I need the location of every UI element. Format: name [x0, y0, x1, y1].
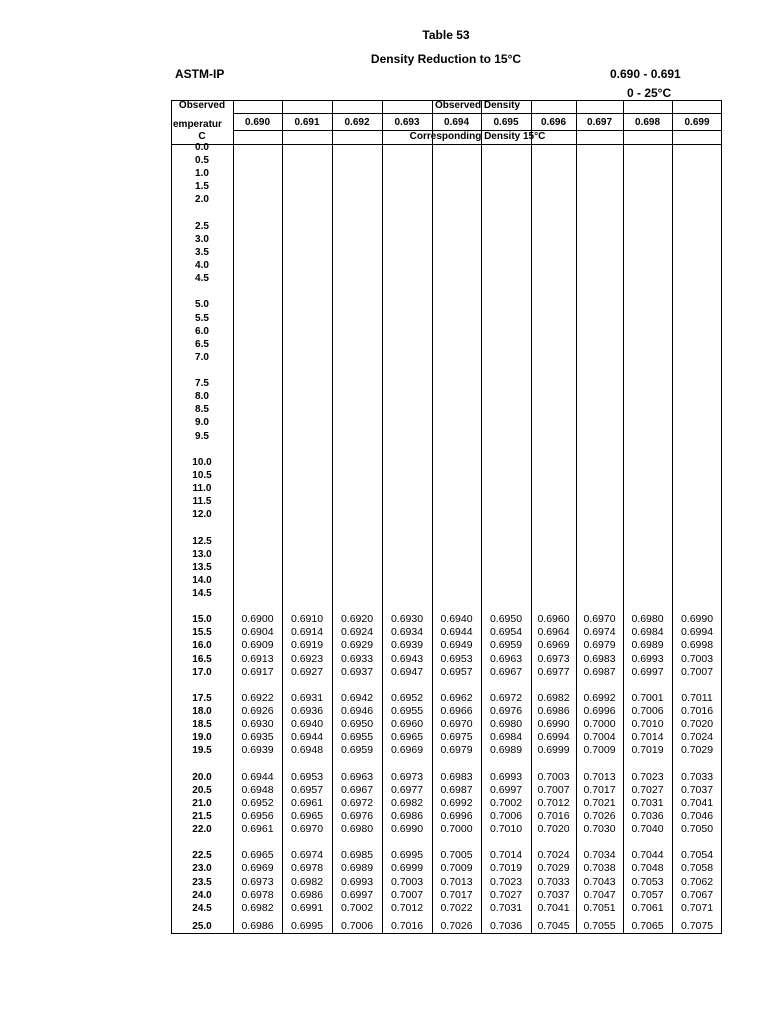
- density-value-cell: 0.6931: [290, 691, 324, 704]
- temperature-cell: 18.5: [192, 719, 212, 731]
- density-value-cell: 0.6987: [440, 783, 473, 796]
- temperature-cell: 9.5: [195, 430, 209, 442]
- temperature-cell: 8.0: [195, 391, 209, 403]
- density-value-cell: 0.7010: [631, 718, 664, 731]
- temperature-cell: 6.5: [195, 338, 209, 350]
- density-value-cell: 0.6949: [440, 639, 473, 652]
- density-value-cell: 0.7037: [680, 783, 714, 796]
- density-value-cell: 0.6985: [340, 849, 374, 862]
- density-value-cell: 0.6983: [583, 652, 616, 665]
- density-value-cell: 0.7014: [489, 849, 523, 862]
- density-value-cell: 0.7029: [537, 862, 570, 875]
- temperature-cell: 13.5: [192, 561, 212, 573]
- density-value-cell: 0.6933: [340, 652, 374, 665]
- density-value-cell: 0.6980: [340, 823, 374, 835]
- density-value-cell: 0.6970: [583, 613, 616, 626]
- density-value-cell: 0.6987: [583, 665, 616, 678]
- density-value-cell: 0.7002: [489, 796, 523, 809]
- density-value-cell: 0.7055: [583, 920, 616, 932]
- density-value-cell: 0.7000: [440, 823, 473, 835]
- temperature-cell: 5.5: [195, 312, 209, 324]
- density-value-cell: 0.7016: [390, 920, 424, 932]
- density-value-cell: 0.6937: [340, 665, 374, 678]
- density-value-cell: 0.6970: [290, 823, 324, 835]
- density-value-cell: 0.7003: [680, 652, 714, 665]
- density-value-cell: 0.7075: [680, 920, 714, 932]
- density-value-cell: 0.6944: [290, 731, 324, 744]
- temperature-cell: 10.5: [192, 469, 212, 481]
- density-value-cell: 0.6973: [537, 652, 570, 665]
- density-value-cell: 0.6969: [390, 744, 424, 757]
- density-value-cell: 0.7017: [583, 783, 616, 796]
- density-value-cell: 0.7051: [583, 901, 616, 914]
- density-value-cell: 0.6973: [390, 770, 424, 783]
- density-value-cell: 0.6952: [390, 691, 424, 704]
- density-value-cell: 0.7062: [680, 875, 714, 888]
- temperature-cell: 0.0: [195, 142, 209, 153]
- temperature-cell: 14.5: [192, 587, 212, 599]
- density-value-cell: 0.6919: [290, 639, 324, 652]
- density-value-cell: 0.6939: [241, 744, 274, 757]
- density-value-cell: 0.6977: [390, 783, 424, 796]
- density-value-cell: 0.6954: [489, 626, 523, 639]
- density-value-cell: 0.6917: [241, 665, 274, 678]
- density-value-cell: 0.6947: [390, 665, 424, 678]
- temperature-cell: 24.0: [192, 889, 212, 901]
- density-value-cell: 0.6922: [241, 691, 274, 704]
- density-value-cell: 0.6952: [241, 796, 274, 809]
- density-value-cell: 0.6976: [340, 809, 374, 822]
- density-value-cell: 0.6963: [489, 652, 523, 665]
- temperature-cell: 7.0: [195, 351, 209, 363]
- density-value-cell: 0.7041: [537, 901, 570, 914]
- density-value-cell: 0.6920: [340, 613, 374, 626]
- density-value-cell: 0.6997: [489, 783, 523, 796]
- density-value-cell: 0.6974: [583, 626, 616, 639]
- temperature-cell: 10.0: [192, 456, 212, 468]
- density-value-cell: 0.6964: [537, 626, 570, 639]
- density-value-cell: 0.6993: [631, 652, 664, 665]
- density-value-cell: 0.6930: [390, 613, 424, 626]
- density-value-cell: 0.7017: [440, 888, 473, 901]
- density-value-cell: 0.6963: [340, 770, 374, 783]
- temperature-cell: 3.5: [195, 246, 209, 258]
- temperature-cell: 17.0: [192, 666, 212, 678]
- density-value-cell: 0.7038: [583, 862, 616, 875]
- density-value-cell: 0.7003: [537, 770, 570, 783]
- density-value-cell: 0.6955: [390, 705, 424, 717]
- density-value-cell: 0.6990: [537, 718, 570, 731]
- density-column-header: 0.698: [634, 117, 661, 128]
- density-value-cell: 0.6942: [340, 691, 374, 704]
- density-value-cell: 0.7024: [537, 849, 570, 862]
- temperature-cell: 17.5: [192, 692, 212, 704]
- temp-header-line-1: Observed: [178, 100, 226, 111]
- density-value-cell: 0.7041: [680, 796, 714, 809]
- density-value-cell: 0.6997: [340, 888, 374, 901]
- density-value-cell: 0.7016: [680, 705, 714, 717]
- density-value-cell: 0.7007: [680, 665, 714, 678]
- density-value-cell: 0.6991: [290, 901, 324, 914]
- temperature-cell: 11.5: [192, 496, 212, 508]
- density-value-cell: 0.6983: [440, 770, 473, 783]
- density-value-cell: 0.6999: [537, 744, 570, 757]
- standard-label: ASTM-IP: [175, 67, 225, 81]
- density-column-header: 0.699: [684, 117, 710, 128]
- density-value-cell: 0.7067: [680, 888, 714, 901]
- density-value-cell: 0.6970: [440, 718, 473, 731]
- temperature-cell: 19.0: [192, 732, 212, 744]
- density-column-header: 0.695: [493, 117, 519, 128]
- density-value-cell: 0.6946: [340, 705, 374, 717]
- density-value-cell: 0.6962: [440, 691, 473, 704]
- density-value-cell: 0.7012: [537, 796, 570, 809]
- density-value-cell: 0.6904: [241, 626, 274, 639]
- density-value-cell: 0.7048: [631, 862, 664, 875]
- density-value-cell: 0.6972: [340, 796, 374, 809]
- density-value-cell: 0.7031: [489, 901, 523, 914]
- density-value-cell: 0.6977: [537, 665, 570, 678]
- density-value-cell: 0.6966: [440, 705, 473, 717]
- density-value-cell: 0.7030: [583, 823, 616, 835]
- density-value-cell: 0.6950: [340, 718, 374, 731]
- density-value-cell: 0.6999: [390, 862, 424, 875]
- density-value-cell: 0.7031: [631, 796, 664, 809]
- density-value-cell: 0.6969: [241, 862, 274, 875]
- density-value-cell: 0.7027: [631, 783, 664, 796]
- temperature-cell: 13.0: [192, 548, 212, 560]
- density-value-cell: 0.6953: [440, 652, 473, 665]
- temperature-cell: 11.0: [192, 483, 212, 494]
- density-value-cell: 0.6960: [537, 613, 570, 626]
- density-value-cell: 0.6936: [290, 705, 324, 717]
- density-value-cell: 0.6955: [340, 731, 374, 744]
- density-value-cell: 0.6910: [290, 613, 324, 626]
- density-value-cell: 0.6967: [489, 665, 523, 678]
- density-value-cell: 0.6994: [537, 731, 570, 744]
- density-value-cell: 0.7037: [537, 888, 570, 901]
- density-value-cell: 0.6993: [489, 770, 523, 783]
- density-value-cell: 0.6990: [680, 613, 714, 626]
- density-value-cell: 0.7027: [489, 888, 523, 901]
- density-value-cell: 0.6986: [241, 920, 274, 932]
- temperature-cell: 21.5: [192, 810, 212, 822]
- temperature-cell: 23.0: [192, 863, 212, 875]
- density-value-cell: 0.7043: [583, 875, 616, 888]
- density-column-header: 0.697: [586, 117, 613, 128]
- temperature-cell: 18.0: [192, 706, 212, 717]
- density-value-cell: 0.7036: [489, 920, 523, 932]
- density-value-cell: 0.7014: [631, 731, 664, 744]
- density-value-cell: 0.6926: [241, 705, 274, 717]
- temperature-cell: 20.5: [192, 784, 212, 796]
- density-value-cell: 0.7022: [440, 901, 473, 914]
- density-value-cell: 0.7011: [681, 691, 713, 704]
- density-value-cell: 0.6986: [290, 888, 324, 901]
- temp-range-label: 0 - 25°C: [627, 86, 672, 100]
- density-value-cell: 0.7045: [537, 920, 570, 932]
- density-value-cell: 0.6948: [290, 744, 324, 757]
- density-value-cell: 0.7006: [489, 809, 523, 822]
- temperature-cell: 25.0: [192, 921, 212, 932]
- density-value-cell: 0.6998: [680, 639, 714, 652]
- density-value-cell: 0.7006: [631, 705, 664, 717]
- density-value-cell: 0.6974: [290, 849, 324, 862]
- density-value-cell: 0.7000: [583, 718, 616, 731]
- density-value-cell: 0.7016: [537, 809, 570, 822]
- density-value-cell: 0.6978: [290, 862, 324, 875]
- density-value-cell: 0.7054: [680, 849, 714, 862]
- density-value-cell: 0.7013: [583, 770, 616, 783]
- density-value-cell: 0.6982: [241, 901, 274, 914]
- density-value-cell: 0.6982: [290, 875, 324, 888]
- temperature-cell: 12.0: [192, 509, 212, 521]
- density-value-cell: 0.6953: [290, 770, 324, 783]
- density-value-cell: 0.6959: [340, 744, 374, 757]
- density-value-cell: 0.6957: [440, 665, 473, 678]
- density-value-cell: 0.7007: [390, 888, 424, 901]
- density-value-cell: 0.6982: [390, 796, 424, 809]
- density-value-cell: 0.7024: [680, 731, 714, 744]
- density-value-cell: 0.6961: [241, 823, 274, 835]
- density-value-cell: 0.6975: [440, 731, 473, 744]
- temperature-cell: 2.5: [195, 220, 209, 232]
- density-value-cell: 0.6914: [290, 626, 324, 639]
- density-value-cell: 0.7003: [390, 875, 424, 888]
- density-value-cell: 0.6994: [680, 626, 714, 639]
- density-value-cell: 0.6940: [440, 613, 473, 626]
- density-value-cell: 0.6944: [440, 626, 473, 639]
- density-value-cell: 0.6992: [583, 691, 616, 704]
- density-value-cell: 0.7019: [489, 862, 523, 875]
- density-value-cell: 0.6967: [340, 783, 374, 796]
- temperature-cell: 24.5: [192, 902, 212, 914]
- density-value-cell: 0.7058: [680, 862, 714, 875]
- density-value-cell: 0.7036: [631, 809, 664, 822]
- temperature-cell: 16.0: [192, 640, 212, 652]
- density-value-cell: 0.6956: [241, 809, 274, 822]
- density-value-cell: 0.6909: [241, 639, 274, 652]
- density-value-cell: 0.7033: [537, 875, 570, 888]
- temperature-cell: 21.0: [192, 797, 212, 809]
- density-value-cell: 0.6976: [489, 705, 523, 717]
- temperature-cell: 23.5: [192, 876, 212, 888]
- density-value-cell: 0.6927: [290, 665, 324, 678]
- density-value-cell: 0.7021: [583, 796, 616, 809]
- density-value-cell: 0.6939: [390, 639, 424, 652]
- density-value-cell: 0.6944: [241, 770, 274, 783]
- density-value-cell: 0.6940: [290, 718, 324, 731]
- density-value-cell: 0.6935: [241, 731, 274, 744]
- temperature-cell: 8.5: [195, 404, 209, 416]
- temperature-cell: 19.5: [192, 745, 212, 757]
- density-value-cell: 0.6923: [290, 652, 324, 665]
- density-value-cell: 0.6957: [290, 783, 324, 796]
- temp-header-line-2: emperatur: [173, 119, 222, 130]
- density-value-cell: 0.7034: [583, 849, 616, 862]
- density-value-cell: 0.6979: [583, 639, 616, 652]
- density-value-cell: 0.6996: [440, 809, 473, 822]
- temperature-cell: 15.5: [192, 627, 212, 639]
- temperature-cell: 1.0: [195, 168, 209, 180]
- density-value-cell: 0.7001: [631, 691, 664, 704]
- density-value-cell: 0.6986: [390, 809, 424, 822]
- temperature-cell: 12.5: [192, 535, 212, 547]
- temperature-cell: 9.0: [195, 417, 209, 429]
- density-value-cell: 0.6959: [489, 639, 523, 652]
- density-column-header: 0.693: [394, 117, 420, 128]
- density-value-cell: 0.6979: [440, 744, 473, 757]
- density-value-cell: 0.6989: [631, 639, 664, 652]
- density-value-cell: 0.6948: [241, 783, 274, 796]
- temperature-cell: 22.0: [192, 824, 212, 835]
- density-value-cell: 0.6982: [537, 691, 570, 704]
- density-value-cell: 0.6924: [340, 626, 374, 639]
- density-value-cell: 0.6965: [241, 849, 274, 862]
- density-value-cell: 0.7029: [680, 744, 714, 757]
- density-value-cell: 0.7010: [489, 823, 523, 835]
- corresponding-density-header: Corresponding Density 15°C: [409, 131, 546, 142]
- temperature-cell: 5.0: [195, 299, 209, 311]
- temp-header-line-3: C: [198, 131, 206, 142]
- density-value-cell: 0.6973: [241, 875, 274, 888]
- density-value-cell: 0.7009: [440, 862, 473, 875]
- temperature-cell: 3.0: [195, 233, 209, 245]
- density-value-cell: 0.7053: [631, 875, 664, 888]
- density-column-header: 0.694: [443, 117, 470, 128]
- density-value-cell: 0.7040: [631, 823, 664, 835]
- density-value-cell: 0.7026: [583, 809, 616, 822]
- density-value-cell: 0.7071: [680, 901, 714, 914]
- table-title: Table 53: [422, 28, 470, 42]
- header-divider: [171, 144, 722, 145]
- density-value-cell: 0.7007: [537, 783, 570, 796]
- density-value-cell: 0.7005: [440, 849, 473, 862]
- density-value-cell: 0.7020: [680, 718, 714, 731]
- density-value-cell: 0.7023: [631, 770, 664, 783]
- density-value-cell: 0.7020: [537, 823, 570, 835]
- density-value-cell: 0.6995: [390, 849, 424, 862]
- density-value-cell: 0.7004: [583, 731, 616, 744]
- density-value-cell: 0.7012: [390, 901, 424, 914]
- density-value-cell: 0.6984: [631, 626, 664, 639]
- density-range-label: 0.690 - 0.691: [610, 67, 681, 81]
- density-value-cell: 0.6993: [340, 875, 374, 888]
- density-value-cell: 0.7061: [631, 901, 664, 914]
- temperature-cell: 1.5: [195, 181, 209, 193]
- table-subtitle: Density Reduction to 15°C: [370, 52, 522, 66]
- density-value-cell: 0.6989: [489, 744, 523, 757]
- density-value-cell: 0.6960: [390, 718, 424, 731]
- density-value-cell: 0.6995: [290, 920, 324, 932]
- density-value-cell: 0.6992: [440, 796, 473, 809]
- temperature-cell: 6.0: [195, 325, 209, 337]
- density-value-cell: 0.6980: [631, 613, 664, 626]
- density-column-header: 0.696: [540, 117, 567, 128]
- density-value-cell: 0.6950: [489, 613, 523, 626]
- density-value-cell: 0.7033: [680, 770, 714, 783]
- density-value-cell: 0.7046: [680, 809, 714, 822]
- density-value-cell: 0.6980: [489, 718, 523, 731]
- temperature-cell: 20.0: [192, 771, 212, 783]
- temperature-cell: 0.5: [195, 155, 209, 167]
- density-column-header: 0.692: [344, 117, 370, 128]
- density-value-cell: 0.6996: [583, 705, 616, 717]
- density-value-cell: 0.6969: [537, 639, 570, 652]
- density-value-cell: 0.6989: [340, 862, 374, 875]
- density-column-header: 0.691: [294, 117, 320, 128]
- temperature-cell: 2.0: [195, 194, 209, 206]
- temperature-cell: 4.5: [195, 273, 209, 285]
- density-value-cell: 0.6986: [537, 705, 570, 717]
- density-value-cell: 0.7019: [631, 744, 664, 757]
- observed-density-header: Observed Density: [434, 100, 521, 111]
- density-value-cell: 0.6930: [241, 718, 274, 731]
- density-value-cell: 0.7050: [680, 823, 714, 835]
- header-divider: [233, 113, 722, 114]
- density-value-cell: 0.6965: [390, 731, 424, 744]
- temperature-cell: 15.0: [192, 614, 212, 626]
- density-value-cell: 0.6984: [489, 731, 523, 744]
- density-value-cell: 0.7006: [340, 920, 374, 932]
- density-value-cell: 0.6965: [290, 809, 324, 822]
- temperature-cell: 16.5: [192, 653, 212, 665]
- density-value-cell: 0.7047: [583, 888, 616, 901]
- density-value-cell: 0.6913: [241, 652, 274, 665]
- density-value-cell: 0.7044: [631, 849, 664, 862]
- density-value-cell: 0.6961: [290, 796, 324, 809]
- density-value-cell: 0.7023: [489, 875, 523, 888]
- density-column-header: 0.690: [244, 117, 271, 128]
- density-value-cell: 0.6997: [631, 665, 664, 678]
- density-value-cell: 0.6978: [241, 888, 274, 901]
- temperature-cell: 4.0: [195, 260, 209, 271]
- density-value-cell: 0.6934: [390, 626, 424, 639]
- temperature-cell: 14.0: [192, 574, 212, 586]
- density-value-cell: 0.6990: [390, 823, 424, 835]
- density-value-cell: 0.7057: [631, 888, 664, 901]
- temperature-cell: 7.5: [195, 378, 209, 390]
- density-value-cell: 0.6929: [340, 639, 374, 652]
- density-value-cell: 0.7065: [631, 920, 664, 932]
- density-value-cell: 0.6972: [489, 691, 523, 704]
- density-value-cell: 0.7026: [440, 920, 473, 932]
- density-value-cell: 0.7009: [583, 744, 616, 757]
- temperature-cell: 22.5: [192, 850, 212, 862]
- density-value-cell: 0.7013: [440, 875, 473, 888]
- density-value-cell: 0.6900: [241, 613, 274, 626]
- density-value-cell: 0.7002: [340, 901, 374, 914]
- density-value-cell: 0.6943: [390, 652, 424, 665]
